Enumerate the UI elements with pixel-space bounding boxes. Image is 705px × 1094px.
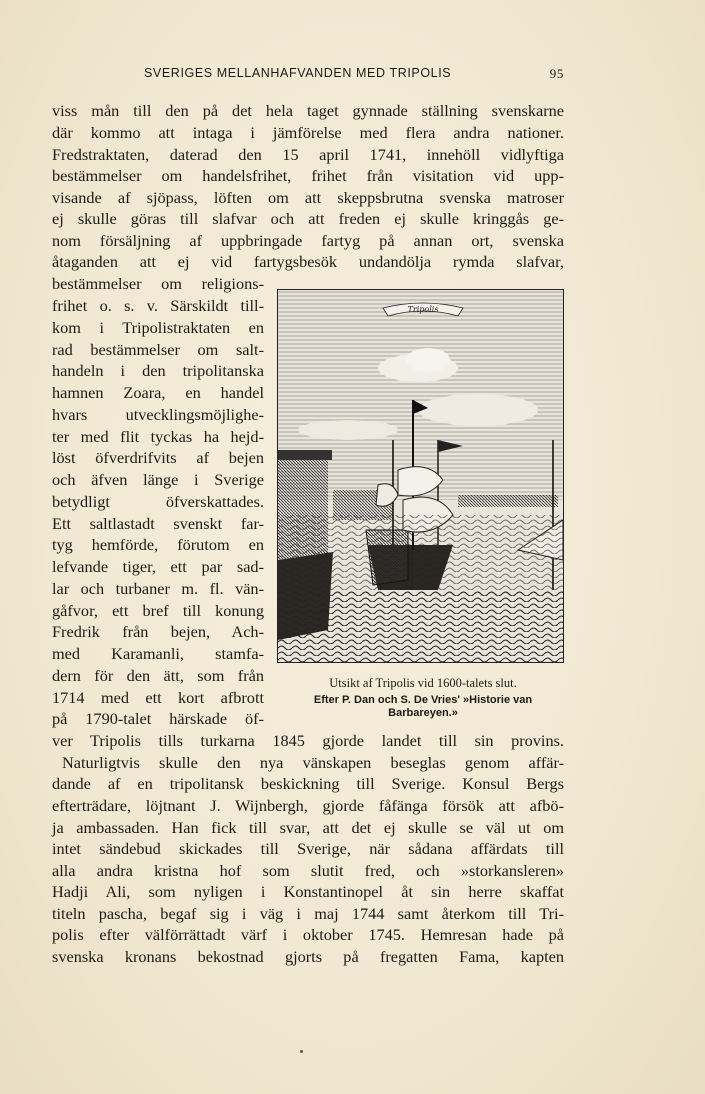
text-line: ver Tripolis tills turkarna 1845 gjorde landet till sin provins. (52, 731, 564, 750)
side-text-line: kom i Tripolistraktaten en (52, 318, 264, 337)
engraving-tripolis (277, 289, 564, 663)
side-text-line: Ett saltlastadt svenskt far- (52, 514, 264, 533)
figure-caption-source-2: Barbareyen.» (388, 707, 458, 719)
figure-caption-source: Efter P. Dan och S. De Vries' »Historie van (313, 694, 533, 706)
text-line: viss mån till den på det hela taget gynnade ställning svenskarne (52, 101, 564, 120)
text-line: Hadji Ali, som nyligen i Konstantinopel åt sin herre skaffat (52, 882, 564, 901)
text-line: nom försäljning af uppbringade fartyg på annan ort, svenska (52, 231, 564, 250)
side-text-line: på 1790-talet härskade öf- (52, 709, 264, 728)
side-text-line: löst öfverdrifvits af bejen (52, 448, 264, 467)
text-line: Fredstraktaten, daterad den 15 april 1741, innehöll vidlyftiga (52, 145, 564, 164)
text-line: där kommo att intaga i jämförelse med flera andra nationer. (52, 123, 564, 142)
side-text-line: tyg hemförde, förutom en (52, 535, 264, 554)
side-text-line: ter med flit tyckas ha hejd- (52, 427, 264, 446)
banner-text: Tripolis (407, 305, 439, 314)
side-text-line: Fredrik från bejen, Ach- (52, 622, 264, 641)
side-text-line: rad bestämmelser om salt- (52, 340, 264, 359)
page-speck (300, 1050, 303, 1053)
text-line: polis efter välförrättadt värf i oktober 1745. Hemresan hade på (52, 925, 564, 944)
page-number: 95 (549, 66, 564, 81)
text-line: alla andra kristna hof som slutit fred, och »storkansleren» (52, 861, 564, 880)
side-text-line: hvars utvecklingsmöjlighe- (52, 405, 264, 424)
side-text-line: lefvande tiger, ett par sad- (52, 557, 264, 576)
side-text-line: gåfvor, ett bref till konung (52, 601, 264, 620)
text-line: intet sändebud skickades till Sverige, när sådana affärdats till (52, 839, 564, 858)
side-text-line: handeln i den tripolitanska (52, 361, 264, 380)
side-text-line: frihet o. s. v. Särskildt till- (52, 296, 264, 315)
text-line: svenska kronans bekostnad gjorts på fregatten Fama, kapten (52, 947, 564, 966)
side-text-line: bestämmelser om religions- (52, 274, 264, 293)
text-line: Naturligtvis skulle den nya vänskapen beseglas genom affär- (62, 753, 564, 772)
text-line: åtaganden att ej vid fartygsbesök undandölja rymda slafvar, (52, 252, 564, 271)
side-text-line: dern för den ätt, som från (52, 666, 264, 685)
side-text-line: och äfven länge i Sverige (52, 470, 264, 489)
side-text-line: betydligt öfverskattades. (52, 492, 264, 511)
side-text-line: med Karamanli, stamfa- (52, 644, 264, 663)
text-line: titeln pascha, begaf sig i väg i maj 1744 samt återkom till Tri- (52, 904, 564, 923)
text-line: bestämmelser om handelsfrihet, frihet från visitation vid upp- (52, 166, 564, 185)
side-text-line: 1714 med ett kort afbrott (52, 688, 264, 707)
side-text-line: hamnen Zoara, en handel (52, 383, 264, 402)
text-line: ej skulle göras till slafvar och att freden ej skulle kringgås ge- (52, 209, 564, 228)
text-line: visande af sjöpass, löften om att skeppsbrutna svenska matroser (52, 188, 564, 207)
text-line: ja ambassaden. Han fick till svar, att det ej skulle se väl ut om (52, 818, 564, 837)
running-title: SVERIGES MELLANHAFVANDEN MED TRIPOLIS (144, 66, 452, 80)
ship-engraving-illustration (278, 290, 563, 662)
figure-caption-title: Utsikt af Tripolis vid 1600-talets slut. (329, 676, 517, 690)
side-text-line: lar och turbaner m. fl. vän- (52, 579, 264, 598)
text-line: dande af en tripolitansk beskickning till Sverige. Konsul Bergs (52, 774, 564, 793)
text-line: efterträdare, löjtnant J. Wijnbergh, gjorde fåfänga försök att afbö- (52, 796, 564, 815)
